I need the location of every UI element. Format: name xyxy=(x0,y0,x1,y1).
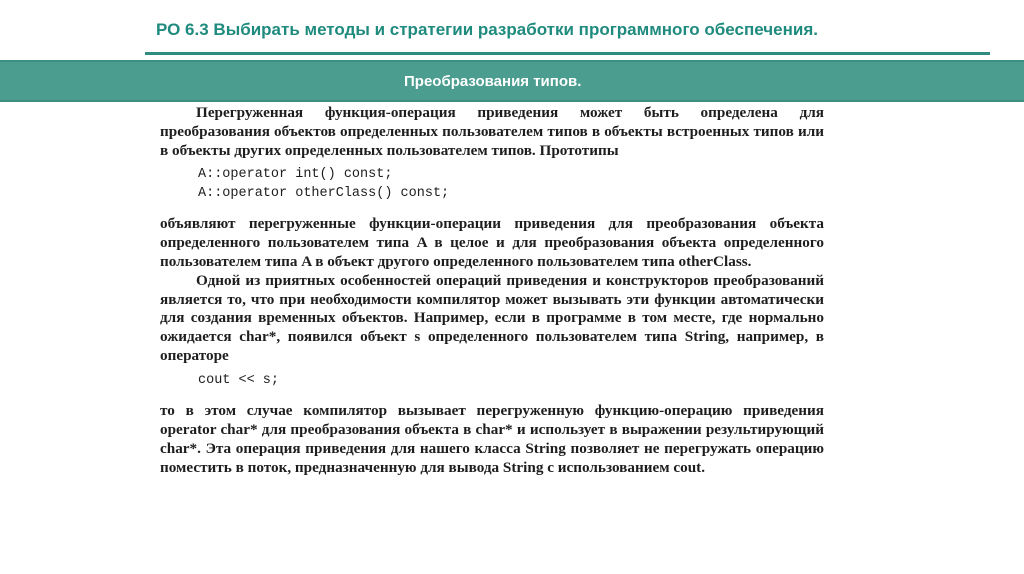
paragraph-3: Одной из приятных особенностей операций приведения и конструкторов преобразований является то, что при необходимости компилятор может вызывать эти функции автоматически для создания временных объектов. Например, если в программе в том месте, где нормально ожидается char*, появился объект s определенного пользователем типа String, например, в операторе xyxy=(160,271,824,364)
code-line-2: A::operator otherClass() const; xyxy=(198,185,450,201)
slide-title: РО 6.3 Выбирать методы и стратегии разработки программного обеспечения. xyxy=(156,20,818,39)
document-body xyxy=(160,104,824,477)
title-divider xyxy=(145,52,990,55)
paragraph-4: то в этом случае компилятор вызывает перегруженную функцию-операцию приведения operator char* для преобразования объекта в char* и использует в выражении результирующий char*. Эта операция приведения для нашего класса String позволяет не перегружать операцию поместить в поток, предназначенную для вывода String с использованием cout. xyxy=(160,402,824,476)
section-title: Преобразования типов. xyxy=(404,73,582,90)
code-line-1: A::operator int() const; xyxy=(198,167,393,183)
code-line-3: cout << s; xyxy=(198,372,280,388)
paragraph-1: Перегруженная функция-операция приведения может быть определена для преобразования объектов определенных пользователем типов в объекты встроенных типов или в объекты других определенных пользователем типов. Прототипы xyxy=(160,104,824,159)
paragraph-2: объявляют перегруженные функции-операции приведения для преобразования объекта определенного пользователем типа A в целое и для преобразования объекта определенного пользователем типа A в объект другого определенного пользователем типа otherClass. xyxy=(160,215,824,270)
section-band xyxy=(0,60,1024,102)
